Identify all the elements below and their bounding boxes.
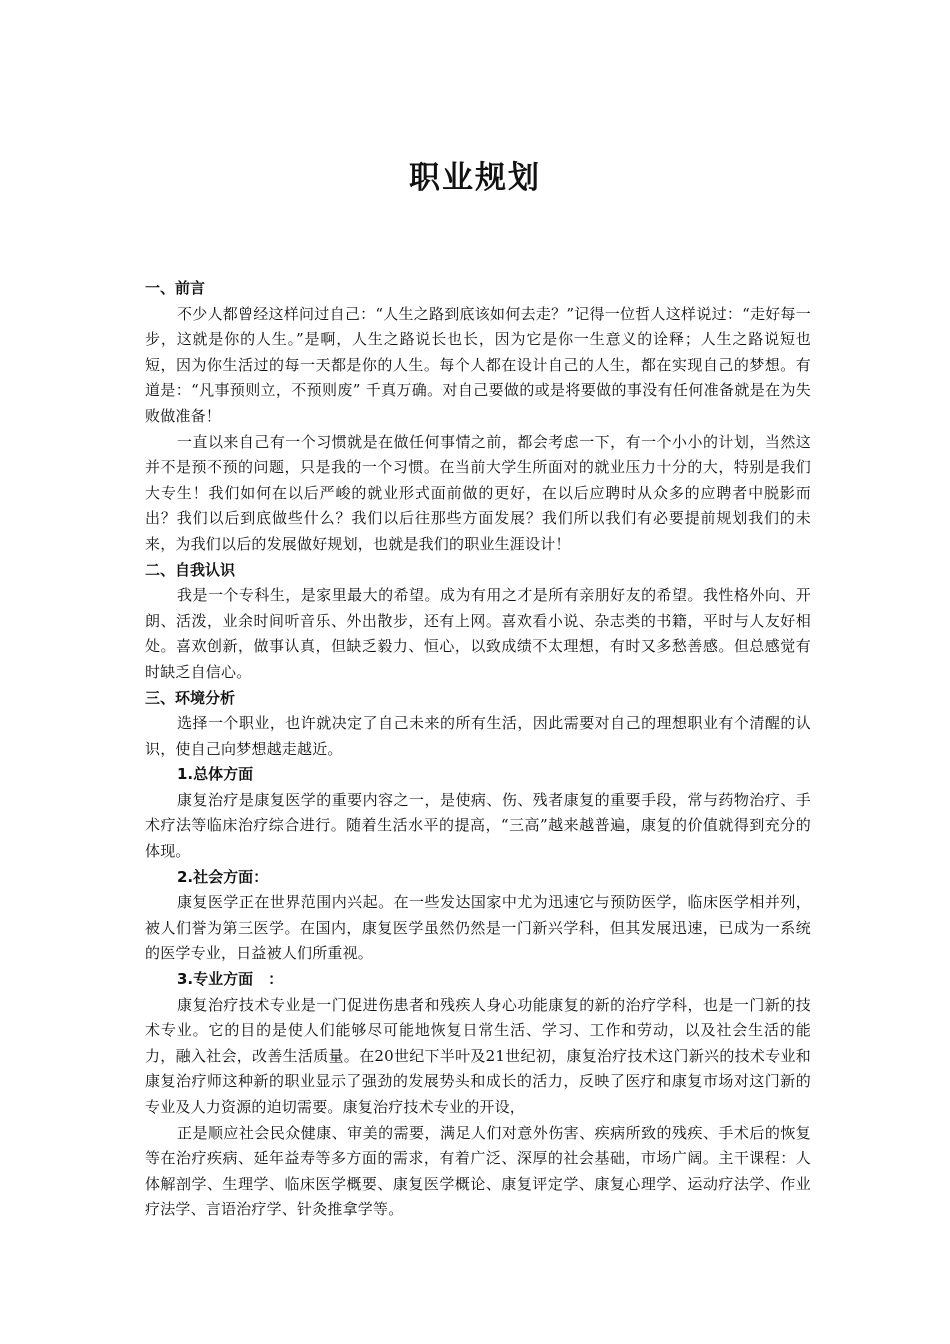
section-heading-self-awareness: 二、自我认识 — [145, 560, 236, 579]
subsection-heading-social: 2.社会方面： — [177, 867, 269, 886]
document-title: 职业规划 — [409, 160, 541, 196]
section-heading-environment: 三、环境分析 — [145, 688, 236, 707]
document-body — [145, 276, 811, 1223]
self-awareness-paragraph: 我是一个专科生，是家里最大的希望。成为有用之才是所有亲朋好友的希望。我性格外向、开朗、活泼，业余时间听音乐、外出散步，还有上网。喜欢看小说、杂志类的书籍，平时与人友好相处。喜欢创新，做事认真，但缺乏毅力、恒心，以致成绩不太理想，有时又多愁善感。但总感觉有时缺乏自信心。 — [145, 586, 811, 681]
section-heading-preface: 一、前言 — [145, 279, 206, 297]
overall-paragraph: 康复治疗是康复医学的重要内容之一，是使病、伤、残者康复的重要手段，常与药物治疗、手术疗法等临床治疗综合进行。随着生活水平的提高，“三高”越来越普遍，康复的价值就得到充分的体现。 — [145, 790, 811, 861]
preface-paragraph-1: 不少人都曾经这样问过自己：“人生之路到底该如何去走？”记得一位哲人这样说过：“走好每一步，这就是你的人生。”是啊，人生之路说长也长，因为它是你一生意义的诠释；人生之路说短也短，因为你生活过的每一天都是你的人生。每个人都在设计自己的人生，都在实现自己的梦想。有道是：“凡事预则立，不预则废” 千真万确。对自己要做的或是将要做的事没有任何准备就是在为失败做准备！ — [145, 304, 811, 425]
environment-paragraph: 选择一个职业，也许就决定了自己未来的所有生活，因此需要对自己的理想职业有个清醒的认识，使自己向梦想越走越近。 — [145, 714, 811, 758]
social-paragraph: 康复医学正在世界范围内兴起。在一些发达国家中尤为迅速它与预防医学，临床医学相并列，被人们誉为第三医学。在国内，康复医学虽然仍然是一门新兴学科，但其发展迅速，已成为一系统的医学专业，日益被人们所重视。 — [145, 893, 811, 963]
subsection-heading-overall: 1.总体方面 — [177, 765, 254, 784]
preface-paragraph-2: 一直以来自己有一个习惯就是在做任何事情之前，都会考虑一下，有一个小小的计划，当然这并不是预不预的问题，只是我的一个习惯。在当前大学生所面对的就业压力十分的大，特别是我们大专生！我们如何在以后严峻的就业形式面前做的更好，在以后应聘时从众多的应聘者中脱影而出？我们以后到底做些什么？我们以后往那些方面发展？我们所以我们有必要提前规划我们的未来，为我们以后的发展做好规划，也就是我们的职业生涯设计！ — [145, 432, 811, 553]
professional-paragraph-1: 康复治疗技术专业是一门促进伤患者和残疾人身心功能康复的新的治疗学科，也是一门新的技术专业。它的目的是使人们能够尽可能地恢复日常生活、学习、工作和劳动，以及社会生活的能力，融入社会，改善生活质量。在20世纪下半叶及21世纪初，康复治疗技术这门新兴的技术专业和康复治疗师这种新的职业显示了强劲的发展势头和成长的活力，反映了医疗和康复市场对这门新的专业及人力资源的迫切需要。康复治疗技术专业的开设， — [145, 995, 811, 1116]
professional-paragraph-2: 正是顺应社会民众健康、审美的需要，满足人们对意外伤害、疾病所致的残疾、手术后的恢复等在治疗疾病、延年益寿等多方面的需求，有着广泛、深厚的社会基础，市场广阔。主干课程：人体解剖学、生理学、临床医学概要、康复医学概论、康复评定学、康复心理学、运动疗法学、作业疗法学、言语治疗学、针灸推拿学等。 — [145, 1123, 811, 1219]
subsection-heading-professional: 3.专业方面 ： — [177, 970, 284, 989]
